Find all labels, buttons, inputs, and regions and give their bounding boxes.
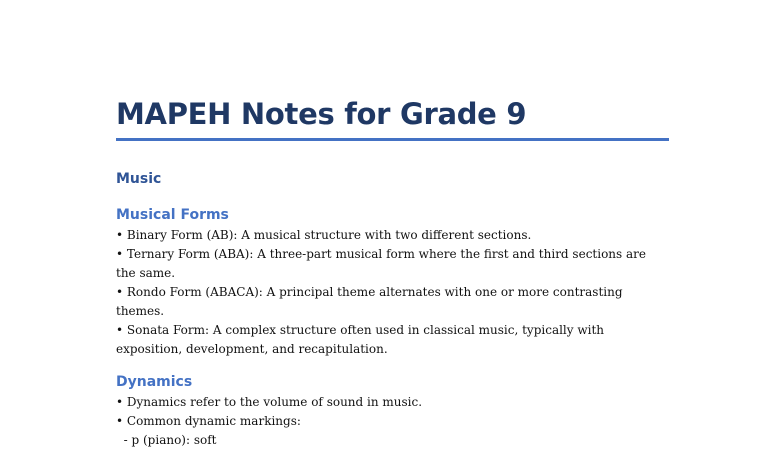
list-item: • Binary Form (AB): A musical structure with two different sections. [116,228,532,242]
musical-forms-list [116,226,669,359]
list-item: • Sonata Form: A complex structure often used in classical music, typically with exposition, development, and recapitulation. [116,323,605,356]
list-item: • Ternary Form (ABA): A three-part musical form where the first and third sections are the same. [116,247,646,280]
list-item: • Rondo Form (ABACA): A principal theme alternates with one or more contrasting themes. [116,285,623,318]
document-title: MAPEH Notes for Grade 9 [116,97,527,131]
title-underline [116,138,669,141]
list-item: • Common dynamic markings: [116,414,301,428]
list-item: • Dynamics refer to the volume of sound in music. [116,395,423,409]
section-heading-music: Music [116,171,162,187]
subheading-dynamics: Dynamics [116,374,193,390]
list-item: - p (piano): soft [116,433,217,447]
dynamics-list [116,393,669,450]
subheading-musical-forms: Musical Forms [116,207,229,223]
document-page [116,96,669,450]
